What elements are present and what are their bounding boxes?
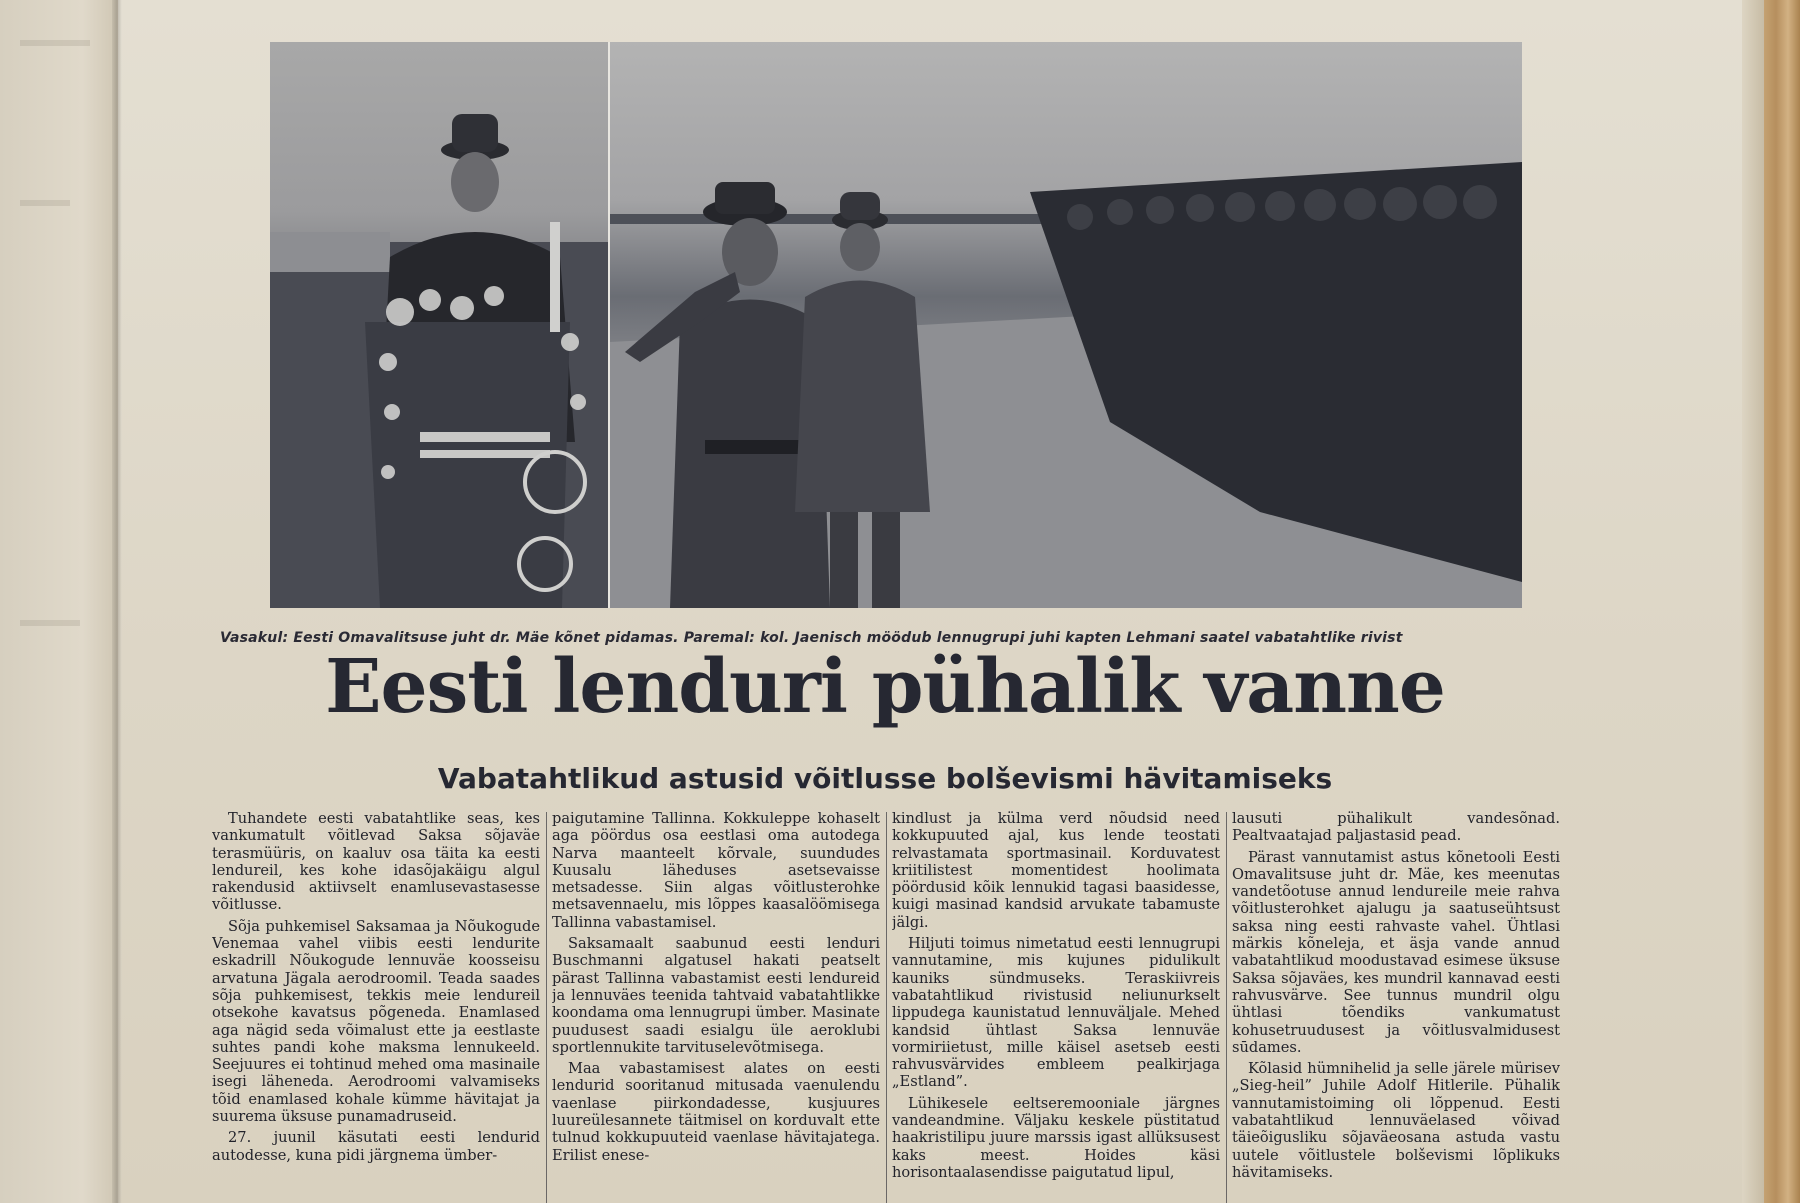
show-through-text	[20, 620, 80, 626]
photo-left-panel	[270, 42, 608, 608]
paragraph: lausuti pühalikult vandesõnad. Pealtvaatajad paljastasid pead.	[1232, 810, 1560, 845]
article-column-1	[212, 810, 540, 1203]
headline: Eesti lenduri pühalik vanne	[325, 644, 1445, 730]
subheadline: Vabatahtlikud astusid võitlusse bolševismi hävitamiseks	[437, 762, 1333, 795]
news-photo	[270, 42, 1522, 608]
wooden-table-edge	[1760, 0, 1800, 1203]
paragraph: kindlust ja külma verd nõudsid need kokkupuuted ajal, kus lende teostati relvastamata sportmasinail. Korduvatest kriitilistest momentidest hoolimata pöördusid kõik lennukid tagasi baasidesse, kuigi masinad kandsid arvukate tabamuste jälgi.	[892, 810, 1220, 931]
show-through-text	[20, 40, 90, 46]
paragraph: Maa vabastamisest alates on eesti lendurid sooritanud mitusada vaenulendu vaenlase piirkondadesse, kusjuures luureülesannete täitmisel on korduvalt ette tulnud kokkupuuteid vaenlase hävitajatega. Erilist enese-	[552, 1060, 880, 1164]
photo-right-panel	[610, 42, 1522, 608]
previous-page-margin	[0, 0, 118, 1203]
paragraph: Tuhandete eesti vabatahtlike seas, kes vankumatult võitlevad Saksa sõjaväe terasmüüris, on kaaluv osa täita ka eesti lendureil, kes kohe idasõjakäigu algul rakendusid aktiivselt enamlusevastasesse võitlusse.	[212, 810, 540, 914]
column-rule	[1226, 812, 1227, 1203]
paragraph: Lühikesele eeltseremooniale järgnes vandeandmine. Väljaku keskele püstitatud haakristilipu juure marssis igast allüksusest kaks meest. Hoides käsi horisontaalasendisse paigutatud lipul,	[892, 1094, 1220, 1181]
speaker-at-podium-illustration	[270, 42, 608, 608]
article-column-4	[1232, 810, 1560, 1203]
paragraph: Kõlasid hümnihelid ja selle järele mürisev „Sieg-heil” Juhile Adolf Hitlerile. Pühalik vannutamistoiming oli lõppenud. Eesti vabatahtlikud lennuväelased võivad täieõigusliku sõjaväeosana astuda vastu uutele võitlustele bolševismi lõplikuks hävitamiseks.	[1232, 1060, 1560, 1181]
page-fold	[112, 0, 122, 1203]
show-through-text	[20, 200, 70, 206]
paragraph: Saksamaalt saabunud eesti lenduri Buschmanni algatusel hakati peatselt pärast Tallinna vabastamist eesti lendureid ja lennuväes teenida tahtvaid vabatahtlikke koondama oma lennugrupi ümber. Masinate puudusest saadi esialgu üle aeroklubi sportlennukite tarvituselevõtmisega.	[552, 935, 880, 1056]
paragraph: Sõja puhkemisel Saksamaa ja Nõukogude Venemaa vahel viibis eesti lendurite eskadrill Nõukogude lennuväe koosseisu arvatuna Jägala aerodroomil. Teada saades sõja puhkemisest, tekkis meie lendureil otsekohe kavatsus põgeneda. Enamlased aga nägid seda võimalust ette ja eestlaste suhtes pandi kohe maksma lennukeeld. Seejuures ei tohtinud mehed oma masinaile isegi läheneda. Aerodroomi valvamiseks tõid enamlased kohale kümme hävitajat ja suurema üksuse punamadruseid.	[212, 917, 540, 1126]
paragraph: Hiljuti toimus nimetatud eesti lennugrupi vannutamine, mis kujunes pidulikult kauniks sündmuseks. Teraskiivreis vabatahtlikud rivistusid neliunurkselt lippudega kaunistatud lennuväljale. Mehed kandsid ühtlast Saksa lennuväe vormiriietust, mille käisel asetseb eesti rahvusvärvides embleem pealkirjaga „Estland”.	[892, 935, 1220, 1091]
column-rule	[546, 812, 547, 1203]
column-rule	[886, 812, 887, 1203]
photo-caption: Vasakul: Eesti Omavalitsuse juht dr. Mäe kõnet pidamas. Paremal: kol. Jaenisch möödub lennugrupi juhi kapten Lehmani saatel vabatahtlike rivist	[220, 630, 1403, 646]
page-right-edge	[1742, 0, 1764, 1203]
article-column-2	[552, 810, 880, 1203]
officers-reviewing-troops-illustration	[610, 42, 1522, 608]
paragraph: Pärast vannutamist astus kõnetooli Eesti Omavalitsuse juht dr. Mäe, kes meenutas vandetõotuse annud lendureile meie rahva võitlusterohket ajalugu ja saatuseühtsust saksa ning eesti rahvaste vahel. Ühtlasi märkis kõneleja, et äsja vande annud vabatahtlikud moodustavad esimese üksuse Saksa sõjaväes, kes mundril kannavad eesti rahvusvärve. See tunnus mundril olgu ühtlasi tõendiks vankumatust kohusetruudusest ja võitlusvalmidusest sūdames.	[1232, 848, 1560, 1056]
article-column-3	[892, 810, 1220, 1203]
paragraph: paigutamine Tallinna. Kokkuleppe kohaselt aga pöördus osa eestlasi oma autodega Narva maanteelt kõrvale, suundudes Kuusalu läheduses asetsevaisse metsadesse. Siin algas võitlusterohke metsavennaelu, mis lõppes kaasalöömisega Tallinna vabastamisel.	[552, 810, 880, 931]
paragraph: 27. juunil käsutati eesti lendurid autodesse, kuna pidi järgnema ümber-	[212, 1129, 540, 1164]
